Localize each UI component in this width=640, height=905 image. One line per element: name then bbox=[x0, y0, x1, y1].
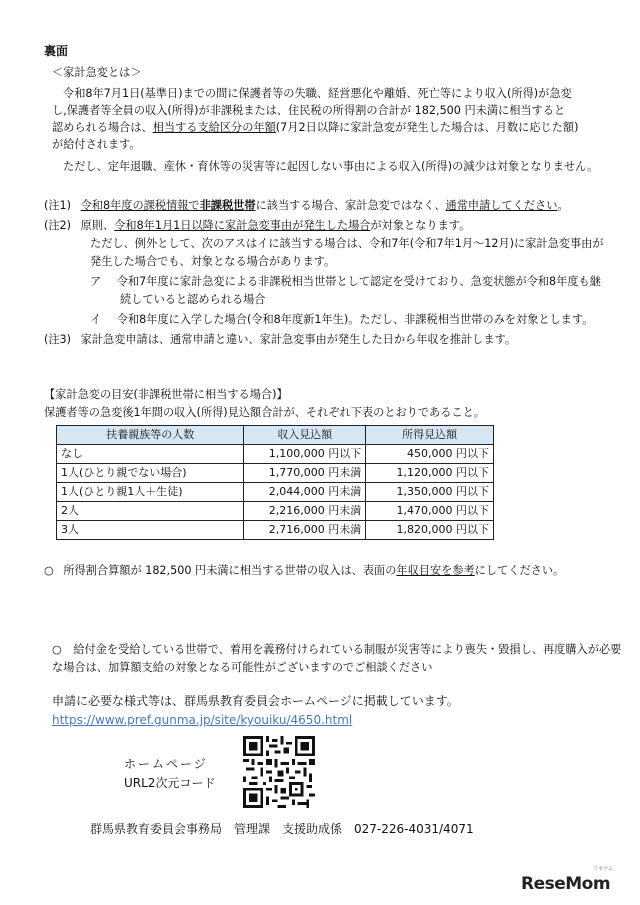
section-title: ＜家計急変とは＞ bbox=[52, 66, 142, 79]
annual-amount-emphasis: 相当する支給区分の年額 bbox=[152, 121, 276, 134]
note-2-line-3: 発生した場合でも、対象となる場合があります。 bbox=[90, 255, 336, 268]
earnings-cell: 1,120,000 円以下 bbox=[366, 464, 494, 483]
earnings-cell: 450,000 円以下 bbox=[366, 445, 494, 464]
dependents-cell: 1人(ひとり親でない場合) bbox=[57, 464, 244, 483]
forms-url-link[interactable]: https://www.pref.gunma.jp/site/kyouiku/4650.html bbox=[52, 713, 353, 727]
dependents-cell: なし bbox=[57, 445, 244, 464]
header-income: 収入見込額 bbox=[244, 426, 366, 445]
circle-bullet-icon: ○ bbox=[52, 643, 62, 656]
definition-line-3-pre: 認められる場合は、 bbox=[52, 121, 153, 134]
resemom-logo: ReseMom bbox=[521, 874, 611, 894]
note-2-line-2: ただし、例外として、次のアスはイに該当する場合は、令和7年(令和7年1月～12月)に家計急変事由が bbox=[90, 237, 604, 250]
income-guide-reference: 年収目安を参考 bbox=[396, 564, 475, 577]
estimate-title: 【家計急変の目安(非課税世帯に相当する場合)】 bbox=[44, 388, 288, 401]
income-cell: 2,716,000 円未満 bbox=[244, 521, 366, 540]
earnings-cell: 1,470,000 円以下 bbox=[366, 502, 494, 521]
dependents-cell: 1人(ひとり親1人＋生徒) bbox=[57, 483, 244, 502]
header-dependents: 扶養親族等の人数 bbox=[57, 426, 244, 445]
note-1-regular-application: 通常申請してください bbox=[445, 199, 558, 212]
circle-bullet-icon: ○ bbox=[44, 564, 54, 577]
circle-note-2-line-1: 給付金を受給している世帯で、着用を義務付けられている制服が災害等により喪失・毀損し、再度購入が必要 bbox=[73, 643, 622, 656]
note-2-item-a bbox=[90, 275, 601, 290]
note-2-part-c: が対象となります。 bbox=[370, 219, 471, 232]
estimate-table bbox=[56, 425, 494, 540]
note-2-item-i-marker: イ bbox=[90, 313, 102, 326]
circle-note-1 bbox=[44, 564, 564, 579]
note-1-part-a: 令和8年度の課税情報で bbox=[80, 199, 200, 212]
qr-label-homepage: ホームページ bbox=[124, 757, 208, 771]
note-1 bbox=[44, 199, 569, 214]
income-cell: 1,100,000 円以下 bbox=[244, 445, 366, 464]
note-2-item-a-line-1: 令和7年度に家計急変による非課税相当世帯として認定を受けており、急変状態が令和8年度も継 bbox=[116, 275, 601, 288]
estimate-intro: 保護者等の急変後1年間の収入(所得)見込額合計が、それぞれ下表のとおりであること。 bbox=[44, 406, 485, 419]
income-cell: 2,216,000 円未満 bbox=[244, 502, 366, 521]
definition-line-1: 令和8年7月1日(基準日)までの間に保護者等の失職、経営悪化や離婚、死亡等により収入(所得)が急変 bbox=[63, 87, 572, 100]
table-row bbox=[57, 483, 494, 502]
page-label: 裏面 bbox=[44, 44, 69, 58]
note-2-date-condition: 令和8年1月1日以降に家計急変事由が発生した場合 bbox=[114, 219, 371, 232]
dependents-cell: 2人 bbox=[57, 502, 244, 521]
definition-line-3-post: (7月2日以降に家計急変が発生した場合は、月数に応じた額) bbox=[275, 121, 579, 134]
dependents-cell: 3人 bbox=[57, 521, 244, 540]
circle-note-2 bbox=[52, 643, 621, 658]
note-1-marker: (注1) bbox=[44, 199, 72, 212]
note-3 bbox=[44, 333, 516, 348]
definition-line-3 bbox=[52, 121, 578, 136]
qr-label-url: URL2次元コード bbox=[124, 776, 216, 790]
income-cell: 1,770,000 円未満 bbox=[244, 464, 366, 483]
contact-info: 群馬県教育委員会事務局 管理課 支援助成係 027-226-4031/4071 bbox=[90, 822, 474, 836]
note-3-marker: (注3) bbox=[44, 333, 72, 346]
note-2-item-i bbox=[90, 313, 593, 328]
definition-exception: ただし、定年退職、産休・育休等の災害等に起因しない事由による収入(所得)の減少は対象となりません。 bbox=[63, 160, 599, 173]
forms-notice: 申請に必要な様式等は、群馬県教育委員会ホームページに掲載しています。 bbox=[52, 694, 459, 708]
table-row bbox=[57, 464, 494, 483]
circle-note-2-line-2: な場合は、加算額支給の対象となる可能性がございますのでご相談ください bbox=[52, 661, 433, 674]
table-row bbox=[57, 502, 494, 521]
circle-note-1-post: にしてください。 bbox=[474, 564, 565, 577]
definition-line-2: し,保護者等全員の収入(所得)が非課税または、住民税の所得割の合計が 182,500 円未満に相当すると bbox=[52, 104, 566, 117]
table-row bbox=[57, 521, 494, 540]
logo-subtext: リセマム bbox=[593, 866, 613, 872]
note-2-item-a-line-2: 続していると認められる場合 bbox=[120, 293, 266, 306]
note-1-part-c: に該当する場合、家計急変ではなく、 bbox=[255, 199, 446, 212]
note-2-item-a-marker: ア bbox=[90, 275, 102, 288]
note-2-marker: (注2) bbox=[44, 219, 72, 232]
estimate-table-header-row bbox=[57, 426, 494, 445]
table-row bbox=[57, 445, 494, 464]
note-1-part-e: 。 bbox=[557, 199, 569, 212]
income-cell: 2,044,000 円未満 bbox=[244, 483, 366, 502]
note-1-nontaxable: 非課税世帯 bbox=[199, 199, 256, 212]
qr-code-icon[interactable] bbox=[243, 736, 315, 808]
note-2 bbox=[44, 219, 470, 234]
definition-line-4: が給付されます。 bbox=[52, 138, 141, 151]
earnings-cell: 1,350,000 円以下 bbox=[366, 483, 494, 502]
note-2-item-i-line-1: 令和8年度に入学した場合(令和8年度新1年生)。ただし、非課税相当世帯のみを対象とします。 bbox=[116, 313, 594, 326]
circle-note-1-pre: 所得割合算額が 182,500 円未満に相当する世帯の収入は、表面の bbox=[63, 564, 397, 577]
note-2-part-a: 原則、 bbox=[80, 219, 115, 232]
header-earnings: 所得見込額 bbox=[366, 426, 494, 445]
earnings-cell: 1,820,000 円以下 bbox=[366, 521, 494, 540]
note-3-text: 家計急変申請は、通常申請と違い、家計急変事由が発生した日から年収を推計します。 bbox=[80, 333, 517, 346]
